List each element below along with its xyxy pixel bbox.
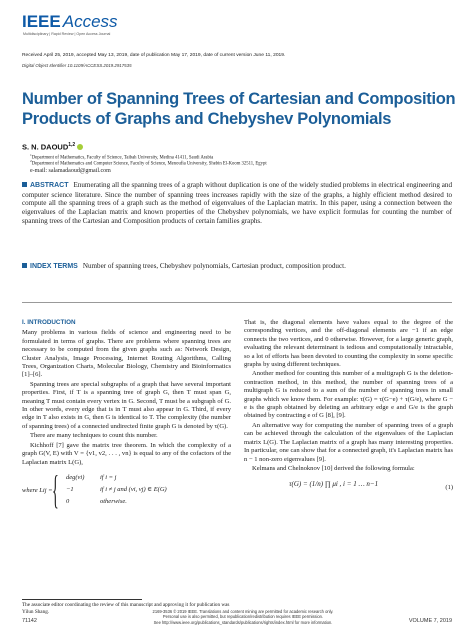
page-number: 71142 [22, 618, 37, 624]
paragraph: There are many techniques to count this number. [30, 432, 158, 440]
formula-expression: τ(G) = (1/n) ∏ μi , i = 1 … n−1 [289, 480, 379, 489]
case-1: deg(vi) if i = j [66, 473, 117, 481]
abstract-heading: ABSTRACT [30, 182, 69, 189]
equation-lhs: where Lij = [22, 486, 53, 494]
paragraph: Another method for counting this number of a multigraph G is the deletion- contraction method, in this method, the number of spanning trees of a multigraph G is reduced to a sum of the number of spanning trees in small graphs which we know them. For example: τ(G) = τ(G−e) + τ(G/e), where G − e is the graph obtained by deleting an arbitrary edge e and G/e is the graph obtained by contracting e of G [8], [9]. [244, 370, 453, 420]
paragraph: Spanning trees are special subgraphs of a graph that have several important properties. First, if T is a spanning tree of graph G, then T must span G, meaning T must contain every vertex in G. Second, T must be a subgraph of G. In other words, every edge that is in T must also appear in G. Third, if every edge in T also exists in G, then G is identical to T. The complexity (the number of spanning trees) of a connected undirected finite graph G is denoted by τ(G). [22, 380, 231, 430]
author-email: e-mail: salamadaoud@gmail.com [30, 168, 111, 174]
paragraph: That is, the diagonal elements have values equal to the degree of the corresponding vertices, and the off-diagonal elements are −1 if an edge connects the two vertices, and 0 otherwise. However, for a large generic graph, evaluating the relevant determinant is tedious and computationally intractable, so a lot of efforts has been devoted to counting the complexity in some specific graphs by using different techniques. [244, 319, 453, 369]
affiliation-2: $^2$Department of Mathematics and Computer Science, Faculty of Science, Menoufia University, Shebin El-Koom 32511, Egypt [30, 159, 267, 167]
section-heading-introduction: I. INTRODUCTION [22, 319, 76, 326]
index-terms [22, 262, 452, 272]
paragraph: Kichhoff [7] gave the matrix tree theorem. In which the complexity of a graph G(V, E) with V = {v1, v2, . . . , vn} is equal to any of the cofactors of the Laplacian matrix L(G), [22, 441, 231, 466]
footnote-rule [22, 599, 142, 600]
laplacian-equation [22, 468, 231, 514]
journal-name-ieee: IEEE [22, 12, 61, 31]
left-column [22, 319, 231, 514]
case-2: −1 if i ≠ j and (vi, vj) ∈ E(G) [66, 485, 167, 493]
paragraph: Many problems in various fields of science and engineering need to be formulated in terms of graphs. There are problems where spanning trees are necessary to be computed from the given graphs such as: Network Design, Cluster Analysis, Image Processing, Internet Routing Algorithms, Calling Trees, Organization Charts, Molecular Biology, Chemistry and Bioinformatics [1]–[6]. [22, 329, 231, 379]
index-terms-text: Number of spanning trees, Chebyshev polynomials, Cartesian product, composition product. [82, 262, 346, 270]
section-marker-icon [22, 182, 27, 187]
paragraph: An alternative way for computing the number of spanning trees of a graph can be achieved through the calculation of the eigenvalues of the Laplacian matrix L(G). The Laplacian matrix of a graph has many interesting properties. In particular, one can show that for a connected graph, it's Laplacian matrix has n − 1 non-zero eigenvalues [9]. [244, 421, 453, 463]
equation-cases [66, 472, 167, 508]
paper-title: Number of Spanning Trees of Cartesian and Composition Products of Graphs and Chebyshev Polynomials [22, 90, 456, 128]
volume-label: VOLUME 7, 2019 [408, 618, 452, 624]
affiliation-1: $^1$Department of Mathematics, Faculty of Science, Taibah University, Medina 41411, Saudi Arabia [30, 153, 214, 161]
author-block [22, 142, 83, 152]
journal-logo [22, 13, 118, 31]
author-name: S. N. DAOUD [22, 142, 69, 152]
copyright-notice: 2169-3536 © 2019 IEEE. Translations and content mining are permitted for academic research only. Personal use is also permitted, but republication/redistribution requires IEEE permission. See http://www.ieee.org/publications_standards/publications/rights/index.html for more information. [133, 609, 353, 625]
case-3: 0 otherwise. [66, 497, 127, 505]
kelmans-formula [244, 474, 453, 502]
abstract [22, 181, 452, 226]
journal-name-access: Access [62, 12, 118, 31]
formula-number: (1) [445, 484, 453, 492]
section-marker-icon [22, 263, 27, 268]
right-column [244, 319, 453, 502]
publication-dates: Received April 25, 2019, accepted May 13, 2019, date of publication May 17, 2019, date of current version June 11, 2019. [22, 53, 286, 58]
orcid-icon[interactable] [77, 144, 83, 150]
brace-symbol: { [52, 466, 59, 512]
footnote: The associate editor coordinating the review of this manuscript and approving it for publication was Yilun Shang. [22, 602, 230, 615]
paragraph: Kelmans and Chelnoknov [10] derived the following formula: [252, 464, 415, 472]
rights-link[interactable]: See http://www.ieee.org/publications_standards/publications/rights/index.html for more information. [153, 619, 333, 625]
author-affil-marks: 1,2 [68, 142, 76, 148]
doi: Digital Object Identifier 10.1109/ACCESS.2019.2917535 [22, 63, 132, 68]
index-terms-heading: INDEX TERMS [30, 263, 78, 270]
abstract-text: Enumerating all the spanning trees of a graph without duplication is one of the widely studied problems in electrical engineering and computer science literature. Since the number of spanning trees increases rapidly with the size of the graphs, a highly efficient method desired to compute all the spanning trees of a graph such as the method of eigenvalues of the Laplacian matrix. In this paper, using a connection between the eigenvalues of the Laplacian matrix and known properties of the Chebyshev polynomials, we have explicit formulas for counting the number of spanning trees of the Cartesian and Composition products of certain families graphs. [22, 181, 452, 225]
journal-tagline: Multidisciplinary | Rapid Review | Open Access Journal [23, 32, 111, 36]
